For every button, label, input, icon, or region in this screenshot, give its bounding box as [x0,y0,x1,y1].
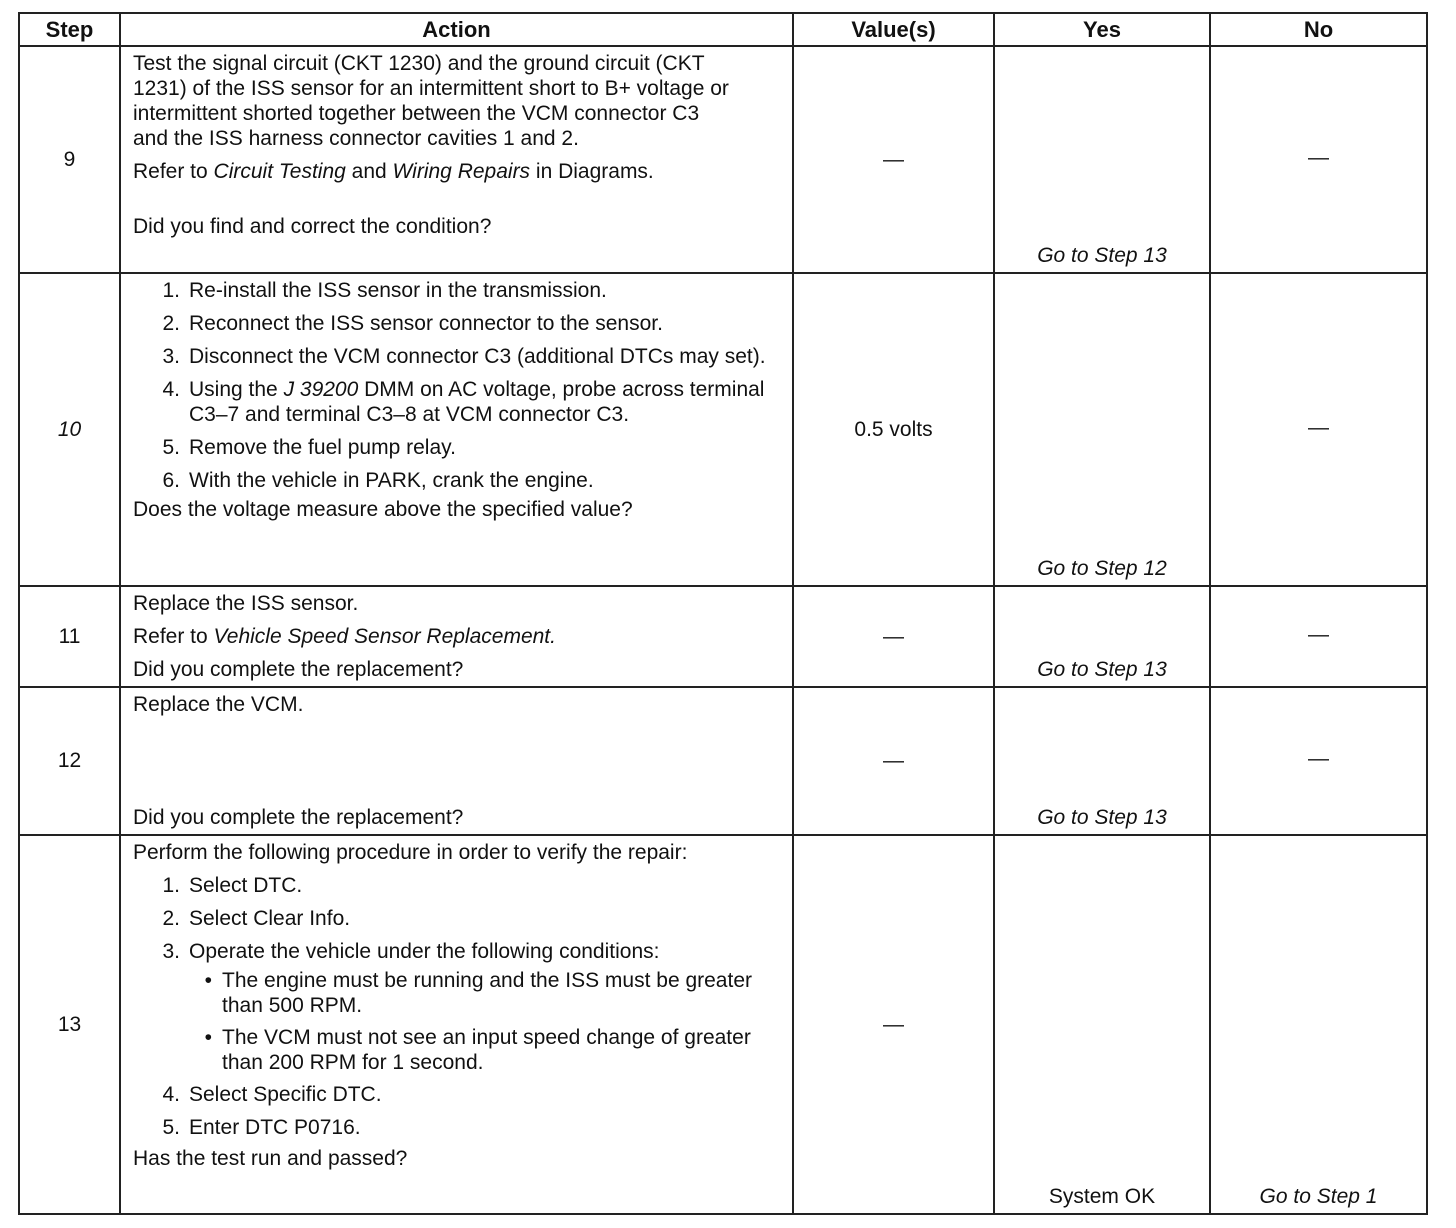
list-number: 5. [162,436,180,459]
text-span: and [345,160,393,183]
tool-name: J 39200 [283,378,359,401]
value-cell: — [793,835,994,1214]
list-number: 4. [162,378,180,401]
step-number: 11 [19,586,120,687]
header-action: Action [120,13,793,46]
header-yes: Yes [994,13,1210,46]
list-text: Reconnect the ISS sensor connector to the sensor. [189,312,663,335]
no-cell: — [1210,46,1427,273]
reference-link-text: Wiring Repairs [392,160,531,183]
action-cell [120,46,793,273]
step-number: 10 [19,273,120,586]
action-text: Replace the ISS sensor. [133,592,359,615]
bullet-dot: • [204,1026,212,1049]
table-row-step-9 [19,46,1427,273]
action-question: Did you find and correct the condition? [133,215,492,238]
list-number: 2. [162,312,180,335]
no-cell: — [1210,586,1427,687]
table-row-step-13 [19,835,1427,1214]
action-reference [133,624,780,649]
text-span: DMM on AC voltage, probe across terminal C3–7 and terminal C3–8 at VCM connector C3. [189,378,765,426]
step-number: 12 [19,687,120,835]
action-cell [120,835,793,1214]
step-number: 9 [19,46,120,273]
list-text: Enter DTC P0716. [189,1116,361,1139]
list-item [133,435,780,460]
table-row-step-12 [19,687,1427,835]
list-number: 1. [162,279,180,302]
list-number: 6. [162,469,180,492]
text-span: Refer to [133,160,214,183]
step-number: 13 [19,835,120,1214]
bullet-list [133,968,780,1075]
action-cell [120,586,793,687]
action-question: Did you complete the replacement? [133,806,464,829]
list-item [133,906,780,931]
diagnostic-steps-table [18,12,1428,1215]
list-text [189,377,780,427]
list-item [133,1115,780,1140]
yes-cell: System OK [994,835,1210,1214]
action-text: Test the signal circuit (CKT 1230) and the ground circuit (CKT 1231) of the ISS sensor for an intermittent short to B+ voltage or intermittent shorted together between the VCM connector C3 and the ISS harness connector cavities 1 and 2. [133,52,729,150]
text-span: in Diagrams. [530,160,654,183]
action-cell [120,687,793,835]
action-reference [133,159,780,184]
numbered-list [133,278,780,493]
yes-cell: Go to Step 13 [994,687,1210,835]
reference-link-text: Vehicle Speed Sensor Replacement. [213,625,556,648]
action-cell [120,273,793,586]
reference-link-text: Circuit Testing [213,160,346,183]
bullet-text: The VCM must not see an input speed change of greater than 200 RPM for 1 second. [222,1026,751,1074]
numbered-list [133,1082,780,1140]
action-intro: Perform the following procedure in order to verify the repair: [133,841,688,864]
action-text: Replace the VCM. [133,693,304,716]
list-item [133,1082,780,1107]
list-item [133,468,780,493]
table-row-step-10 [19,273,1427,586]
action-question: Does the voltage measure above the specified value? [133,498,633,521]
list-text: Re-install the ISS sensor in the transmission. [189,279,607,302]
bullet-item [133,968,780,1018]
list-number: 1. [162,874,180,897]
list-number: 3. [162,940,180,963]
text-span: Refer to [133,625,214,648]
yes-cell: Go to Step 13 [994,46,1210,273]
no-cell: — [1210,273,1427,586]
numbered-list [133,873,780,964]
header-step: Step [19,13,120,46]
list-text: Remove the fuel pump relay. [189,436,456,459]
list-item [133,873,780,898]
list-item [133,939,780,964]
list-number: 4. [162,1083,180,1106]
list-item [133,344,780,369]
list-text: Select DTC. [189,874,303,897]
header-no: No [1210,13,1427,46]
no-cell: Go to Step 1 [1210,835,1427,1214]
no-cell: — [1210,687,1427,835]
action-question: Did you complete the replacement? [133,658,464,681]
value-cell: 0.5 volts [793,273,994,586]
diagnostic-table [18,12,1426,1215]
list-text: Operate the vehicle under the following conditions: [189,940,660,963]
action-question: Has the test run and passed? [133,1147,408,1170]
bullet-text: The engine must be running and the ISS must be greater than 500 RPM. [222,969,752,1017]
list-text: Select Specific DTC. [189,1083,382,1106]
yes-cell: Go to Step 12 [994,273,1210,586]
table-row-step-11 [19,586,1427,687]
list-text: With the vehicle in PARK, crank the engine. [189,469,594,492]
list-item [133,377,780,427]
list-text: Disconnect the VCM connector C3 (additional DTCs may set). [189,345,766,368]
text-span: Using the [189,378,284,401]
header-values: Value(s) [793,13,994,46]
yes-cell: Go to Step 13 [994,586,1210,687]
bullet-dot: • [204,969,212,992]
list-number: 2. [162,907,180,930]
header-row [19,13,1427,46]
value-cell: — [793,46,994,273]
list-number: 3. [162,345,180,368]
list-number: 5. [162,1116,180,1139]
list-item [133,278,780,303]
bullet-item [133,1025,780,1075]
value-cell: — [793,687,994,835]
list-item [133,311,780,336]
value-cell: — [793,586,994,687]
list-text: Select Clear Info. [189,907,351,930]
